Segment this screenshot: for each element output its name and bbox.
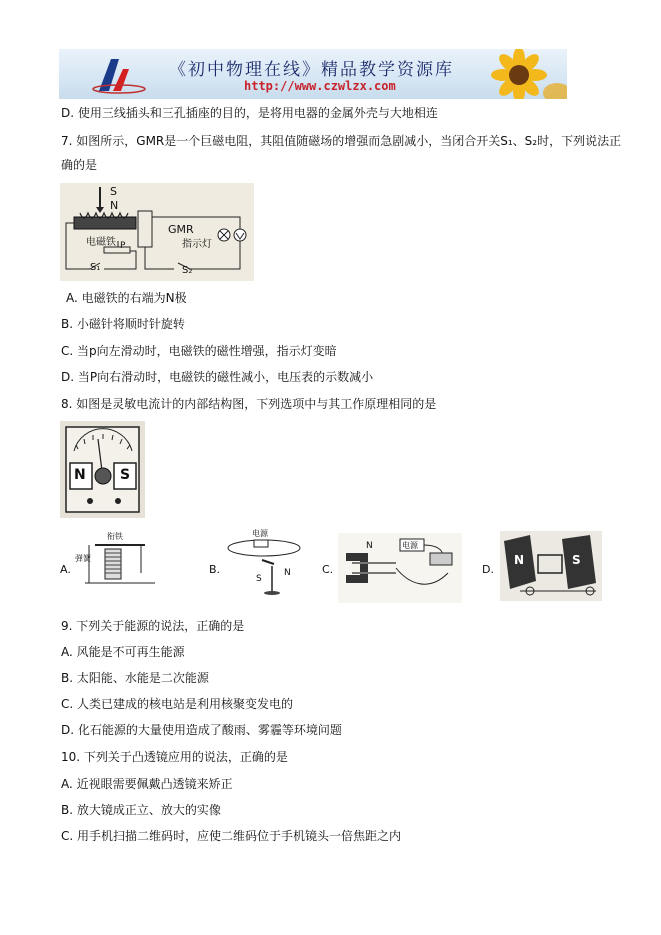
header-banner: [59, 49, 567, 99]
q10-option-c: C. 用手机扫描二维码时，应使二维码位于手机镜头一倍焦距之内: [61, 829, 402, 843]
magnet-n-label: N: [74, 467, 86, 483]
galvanometer-diagram: [60, 421, 145, 518]
q9-option-d: D. 化石能源的大量使用造成了酸雨、雾霾等环境问题: [61, 723, 342, 737]
fig-label-p: P: [120, 241, 126, 251]
sunflower-icon: [469, 49, 567, 99]
q9-option-b: B. 太阳能、水能是二次能源: [61, 671, 209, 685]
q8-option-c-figure: [338, 533, 462, 603]
banner-url[interactable]: http://www.czwlzx.com: [244, 79, 396, 93]
q7-option-b: B. 小磁针将顺时针旋转: [61, 317, 185, 331]
fig-label-s: S: [110, 185, 117, 198]
q8-galvanometer-figure: [60, 421, 145, 518]
power-source-label: 电源: [252, 529, 268, 538]
q8-option-b-label: B.: [209, 563, 221, 576]
q9-stem: 9. 下列关于能源的说法，正确的是: [61, 619, 245, 633]
q8-option-b-figure: [222, 530, 302, 600]
d-magnet-s-label: S: [572, 553, 581, 567]
q10-option-b: B. 放大镜成正立、放大的实像: [61, 803, 221, 817]
fig-label-gmr: GMR: [168, 223, 194, 236]
oersted-diagram: [222, 530, 302, 600]
q7-circuit-figure: [60, 183, 254, 281]
c-magnet-n-label: N: [366, 541, 373, 551]
q9-option-a: A. 风能是不可再生能源: [61, 645, 185, 659]
q7-stem-line1: 7. 如图所示，GMR是一个巨磁电阻，其阻值随磁场的增强而急剧减小，当闭合开关S₁、S₂时，下列说法正: [61, 134, 622, 148]
q7-option-d: D. 当P向右滑动时，电磁铁的磁性减小，电压表的示数减小: [61, 370, 374, 384]
c-power-source-label: 电源: [402, 541, 418, 550]
fig-label-s1: S₁: [90, 262, 101, 273]
fig-label-lamp: 指示灯: [182, 239, 212, 250]
fig-label-s2: S₂: [182, 265, 193, 276]
banner-title: 《初中物理在线》精品教学资源库: [169, 60, 454, 80]
q8-option-a-label: A.: [60, 563, 71, 576]
logo-icon: [89, 53, 149, 95]
q9-option-c: C. 人类已建成的核电站是利用核聚变发电的: [61, 697, 294, 711]
needle-s-label: S: [256, 574, 262, 584]
q8-option-d-figure: [500, 531, 602, 601]
spring-label: 弹簧: [75, 554, 91, 563]
q8-option-a-figure: [75, 533, 167, 599]
q10-stem: 10. 下列关于凸透镜应用的说法，正确的是: [61, 750, 288, 764]
d-magnet-n-label: N: [514, 553, 525, 567]
q8-option-c-label: C.: [322, 563, 334, 576]
magnet-s-label: S: [120, 467, 131, 483]
q6-option-d: D. 使用三线插头和三孔插座的目的，是将用电器的金属外壳与大地相连: [61, 106, 438, 120]
q7-option-c: C. 当p向左滑动时，电磁铁的磁性增强，指示灯变暗: [61, 344, 337, 358]
q8-stem: 8. 如图是灵敏电流计的内部结构图，下列选项中与其工作原理相同的是: [61, 397, 437, 411]
motor-rail-diagram: [338, 533, 462, 603]
needle-n-label: N: [284, 568, 291, 578]
q10-option-a: A. 近视眼需要佩戴凸透镜来矫正: [61, 777, 233, 791]
q7-option-a: A. 电磁铁的右端为N极: [66, 291, 187, 305]
fig-label-n: N: [110, 199, 119, 212]
q7-stem-line2: 确的是: [61, 158, 98, 172]
fig-label-coil: 电磁铁: [86, 237, 116, 248]
armature-label: 衔铁: [107, 532, 123, 541]
q8-option-d-label: D.: [482, 563, 494, 576]
relay-diagram: [75, 533, 167, 599]
